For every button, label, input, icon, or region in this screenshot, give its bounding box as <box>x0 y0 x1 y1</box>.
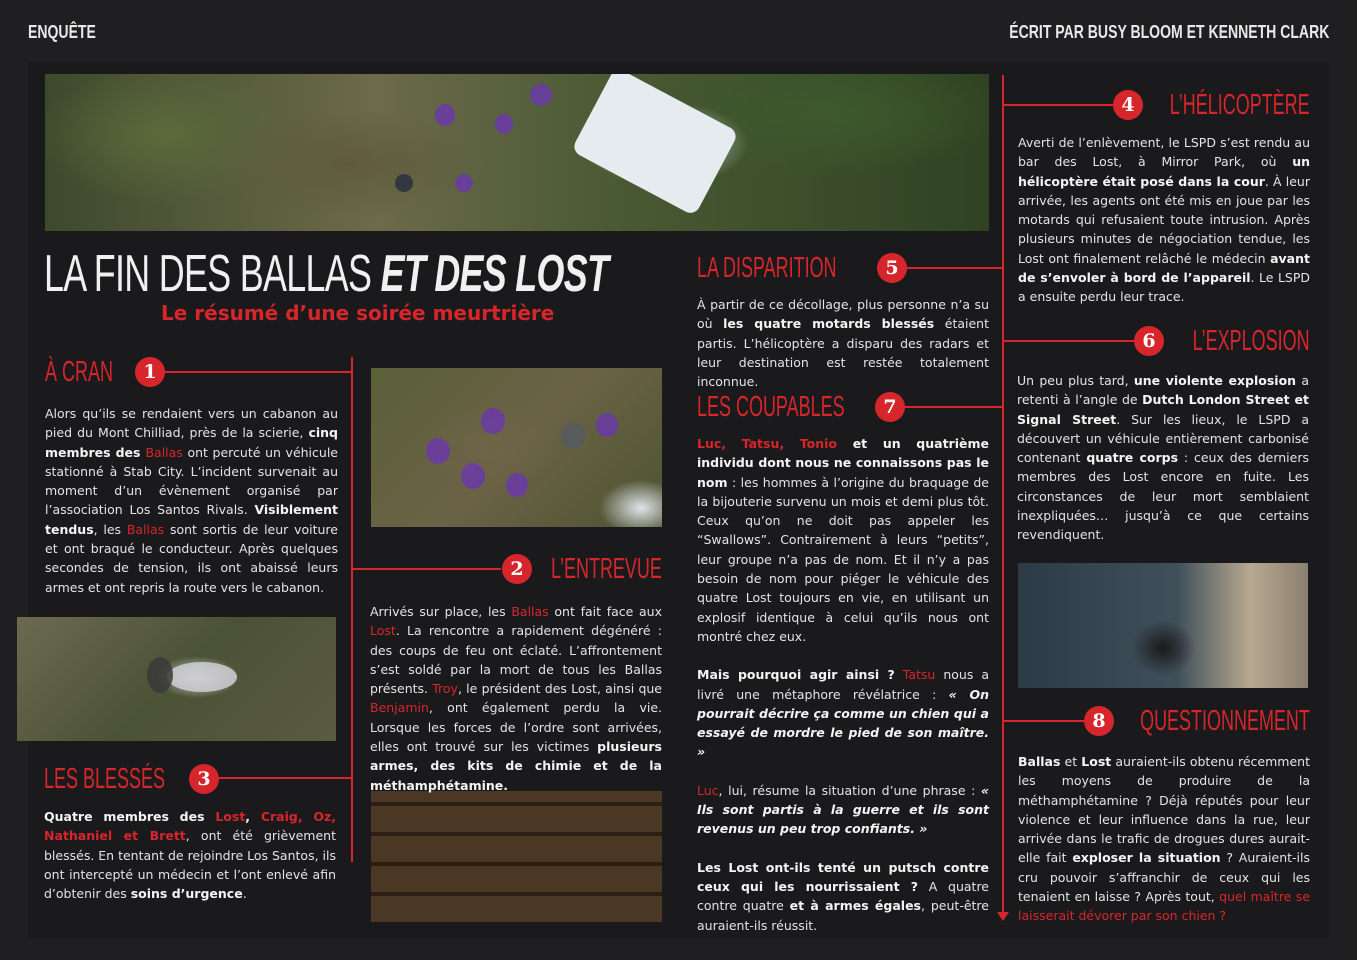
connector-line <box>1003 340 1134 342</box>
section-4-title: L’HÉLICOPTÈRE <box>1170 89 1310 121</box>
section-8-title: QUESTIONNEMENT <box>1140 705 1310 737</box>
connector-line <box>907 267 1003 269</box>
section-3-text: Quatre membres des Lost, Craig, Oz, Nathaniel et Brett, ont été grièvement blessés. En tentant de rejoindre Los Santos, ils ont intercepté un médecin et l’ont enlevé afin d’obtenir des soins d’urgence. <box>44 809 337 902</box>
section-2-number: 2 <box>502 554 532 584</box>
connector-line <box>351 357 353 862</box>
section-5-number: 5 <box>877 253 907 283</box>
title-emphasis: ET DES LOST <box>380 245 609 303</box>
connector-line <box>165 371 352 373</box>
section-5-text: À partir de ce décollage, plus personne n’a su où les quatre motards blessés étaient partis. L’hélicoptère a disparu des radars et leur destination est restée totalement inconnue. <box>697 297 989 390</box>
section-7-number: 7 <box>875 392 905 422</box>
section-1-title: À CRAN <box>45 356 113 388</box>
paragraph: Luc, Tatsu, Tonio et un quatrième individu dont nous ne connaissons pas le nom : les hommes à l’origine du braquage de la bijouterie survenu un mois et demi plus tôt. Ceux qu’on ne doit pas appeler les “Swallows”. Contrairement à leurs “petits”, leur groupe n’a pas de nom. Et il n’y a pas besoin de nom pour piéger le véhicule des quatre Lost toujours en vie, en utilisant un explosif identique à celui qu’ils nous ont montré chez eux. <box>697 436 989 644</box>
connector-line <box>1003 720 1084 722</box>
connector-line <box>1003 104 1113 106</box>
arrow-head <box>997 912 1009 921</box>
section-3-title: LES BLESSÉS <box>44 763 165 795</box>
section-6-title: L’EXPLOSION <box>1193 325 1310 357</box>
byline: ÉCRIT PAR BUSY BLOOM ET KENNETH CLARK <box>1008 22 1329 42</box>
connector-line <box>1002 75 1004 915</box>
section-7-title: LES COUPABLES <box>697 391 845 423</box>
section-7-text <box>697 434 989 954</box>
section-label: ENQUÊTE <box>28 22 96 42</box>
hero-photo-ambulance-forest <box>45 74 989 231</box>
section-1-number: 1 <box>135 357 165 387</box>
section-8-text: Ballas et Lost auraient-ils obtenu récemment les moyens de produire de la méthamphétamine ? Déjà réputés pour leur violence et leur influence dans la rue, leur arrivée dans le trafic de drogues dures aurait-elle fait exploser la situation ? Auraient-ils cru pouvoir s’affranchir de ceux qui les tenaient en laisse ? Après tout, quel maître se laisserait dévorer par son chien ? <box>1018 754 1311 924</box>
paragraph: Mais pourquoi agir ainsi ? Tatsu nous a livré une métaphore révélatrice : « On pourrait décrire ça comme un chien qui a essayé de mordre le pied de son maître. » <box>697 667 989 760</box>
article-subtitle: Le résumé d’une soirée meurtrière <box>161 301 555 325</box>
section-6-text: Un peu plus tard, une violente explosion a retenti à l’angle de Dutch London Street et Signal Street. Sur les lieux, le LSPD a découvert un véhicule entièrement carbonisé contenant quatre corps : ceux des derniers membres des Lost encore en fuite. Les circonstances de leur mort semblaient inexpliquées… jusqu’à ce que certains revendiquent. <box>1017 373 1310 543</box>
section-4-text: Averti de l’enlèvement, le LSPD s’est rendu au bar des Lost, à Mirror Park, où un hélicoptère était posé dans la cour. À leur arrivée, les agents ont été mis en joue par les motards qui refusaient toute intrusion. Après plusieurs minutes de négociation tendue, les Lost ont finalement relâché le médecin avant de s’envoler à bord de l’appareil. Le LSPD a ensuite perdu leur trace. <box>1018 135 1311 305</box>
paragraph: Luc, lui, résume la situation d’une phrase : « Ils sont partis à la guerre et ils sont revenus un peu trop confiants. » <box>697 782 989 837</box>
photo-log-cabin <box>371 791 662 922</box>
section-8-number: 8 <box>1084 706 1114 736</box>
photo-gang-members <box>371 368 662 527</box>
section-4-number: 4 <box>1113 90 1143 120</box>
section-3-number: 3 <box>189 764 219 794</box>
photo-injured-on-ground <box>17 617 336 741</box>
photo-explosion-street <box>1018 563 1308 688</box>
section-5-title: LA DISPARITION <box>697 252 837 284</box>
connector-line <box>905 406 1003 408</box>
section-2-title: L’ENTREVUE <box>551 553 662 585</box>
connector-line <box>353 568 501 570</box>
connector-line <box>219 777 352 779</box>
section-6-number: 6 <box>1134 326 1164 356</box>
section-2-text: Arrivés sur place, les Ballas ont fait face aux Lost. La rencontre a rapidement dégénéré : des coups de feu ont éclaté. L’affrontement s’est soldé par la mort de tous les Ballas présents. Troy, le président des Lost, ainsi que Benjamin, ont également perdu la vie. Lorsque les forces de l’ordre sont arrivées, elles ont trouvé sur les victimes plusieurs armes, des kits de chimie et de la méthamphétamine. <box>370 604 663 793</box>
section-1-text: Alors qu’ils se rendaient vers un cabanon au pied du Mont Chilliad, près de la scierie, cinq membres des Ballas ont percuté un véhicule stationné à Stab City. L’incident survenait au moment d’un évènement organisé par l’association Los Santos Rivals. Visiblement tendus, les Ballas sont sortis de leur voiture et ont braqué le conducteur. Après quelques secondes de tension, ils ont abaissé leurs armes et ont repris la route vers le cabanon. <box>45 406 338 595</box>
article-title: LA FIN DES BALLAS ET DES LOST <box>44 245 609 303</box>
paragraph: Les Lost ont-ils tenté un putsch contre ceux qui les nourrissaient ? A quatre contre quatre et à armes égales, peut-être auraient-ils réussit. <box>697 859 989 933</box>
